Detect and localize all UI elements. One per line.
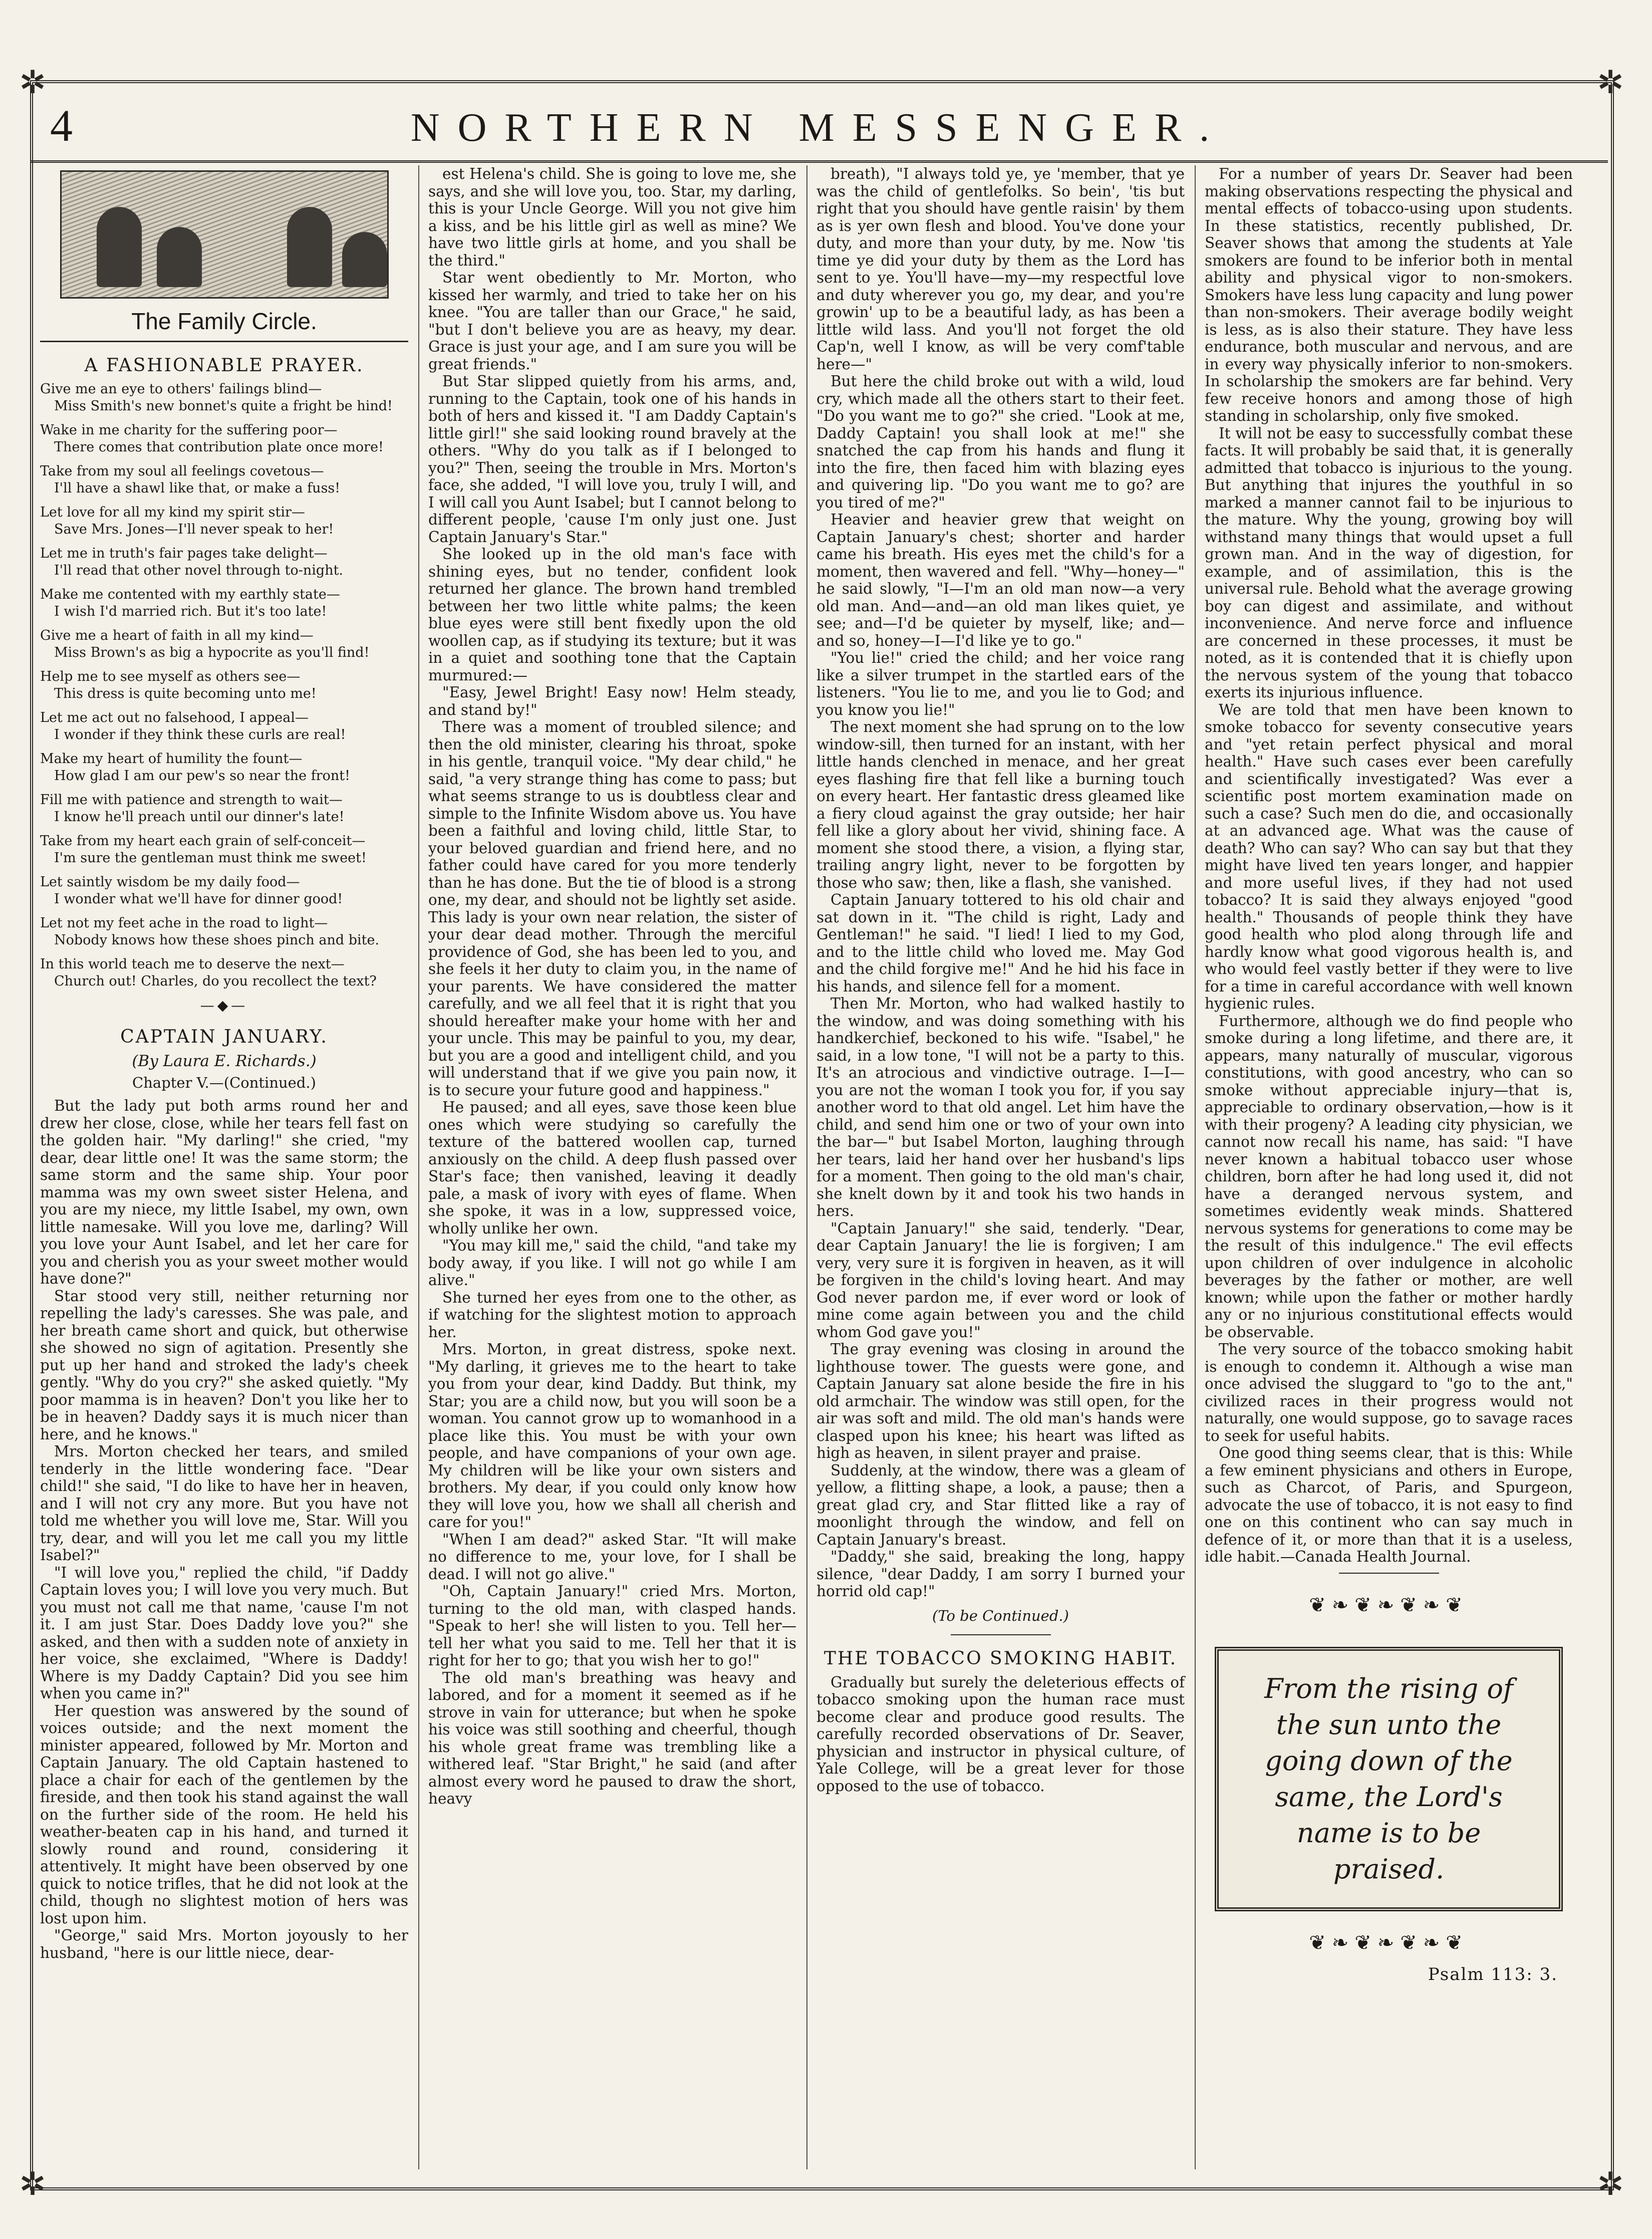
story-text-col1 — [40, 1097, 408, 1961]
poem-line: Make me contented with my earthly state— — [40, 587, 340, 602]
column-divider — [418, 165, 419, 2169]
paragraph: Star stood very still, neither returning nor repelling the lady's caresses. She was pale, and her breath came short and quick, but otherwise she showed no sign of agitation. Presently she put up her hand and stroked the lady's cheek gently. "Why do you cry?" she asked quietly. "My poor mamma is in heaven? Don't you like her to be in heaven? Daddy says it is much nicer than here, and he knows." — [40, 1287, 408, 1443]
poem-line: Make my heart of humility the fount— — [40, 751, 303, 767]
column-divider — [806, 165, 807, 2169]
poem-line: Let me in truth's fair pages take delight— — [40, 546, 328, 561]
paragraph: We are told that men have been known to smoke tobacco for seventy consecutive years and "yet retain perfect physical and moral health." Have such cases ever been carefully and scientifically investigated? Was ever a scientific post mortem examination made on such a case? Such men do die, and occasionally at an advanced age. What was the cause of death? Who can say? Who can say but that they might have lived ten years longer, and happier and more useful lives, if they had not used tobacco? It is said they always enjoyed "good health." Thousands of people think they have good health who plod along through life and hardly know what good vigorous health is, and who would feel vastly better if they were to live for a time in careful accordance with well known hygienic rules. — [1205, 701, 1573, 1012]
story-text-col3 — [816, 165, 1185, 1600]
divider-rule — [951, 1634, 1051, 1635]
corner-ornament-top-left: ✲ — [19, 64, 46, 101]
paragraph: Then Mr. Morton, who had walked hastily to the window, and was doing something with his handkerchief, beckoned to his wife. "Isabel," he said, in a low tone, "I will not be a party to this. It's an atrocious and vindictive outrage. I—I—you are not the woman I took you for, if you say another word to that old angel. Let him have the child, and send him one or two of your own into the bar—" but Isabel Morton, laughing through her tears, laid her hand over her husband's lips for a moment. Then going to the old man's chair, she knelt down by it and took his two hands in hers. — [816, 995, 1185, 1219]
poem-stanza — [40, 915, 408, 949]
poem-line: This dress is quite becoming unto me! — [54, 686, 317, 701]
poem-line: Help me to see myself as others see— — [40, 669, 301, 684]
paragraph: "George," said Mrs. Morton joyously to her husband, "here is our little niece, dear- — [40, 1927, 408, 1961]
paragraph: breath), "I always told ye, ye 'member, that ye was the child of gentlefolks. So bein', 'tis but right that you should have gentle raisin' by them as is yer own flesh and blood. You've done your duty, and more than your duty, by me. Now 'tis time ye did your duty by them as the Lord has sent to ye. You'll have—my—my respectful love and duty wherever you go, my dear, and you're growin' up to be a beautiful lady, as has been a little wild lass. And you'll not forget the old Cap'n, well I know, as will be very comf'table here—" — [816, 165, 1185, 373]
paragraph: "You lie!" cried the child; and her voice rang like a silver trumpet in the startled ears of the listeners. "You lie to me, and you lie to God; and you know you lie!" — [816, 649, 1185, 718]
poem-line: Take from my soul all feelings covetous— — [40, 463, 324, 479]
scripture-verse-box — [1215, 1647, 1563, 1911]
poem-stanza — [40, 381, 408, 415]
page-number: 4 — [50, 101, 73, 151]
poem-line: I'll read that other novel through to-night. — [54, 563, 344, 578]
poem-line: Let not my feet ache in the road to light— — [40, 915, 328, 931]
paragraph: She looked up in the old man's face with shining eyes, but no tender, confident look returned her glance. The brown hand trembled between her two little white palms; the keen blue eyes were still bent fixedly upon the old woollen cap, as if studying its texture; but it was in a quiet and soothing tone that the Captain murmured:— — [428, 546, 796, 684]
ornament-border: ❦❧❦❧❦❧❦ — [1309, 1593, 1469, 1617]
poem-stanza — [40, 956, 408, 990]
divider-ornament: —◆— — [200, 997, 248, 1014]
paragraph: est Helena's child. She is going to love me, she says, and she will love you, too. Star, my darling, this is your Uncle George. Will you not give him a kiss, and be his little girl as well as mine? We have two little girls at home, and you shall be the third." — [428, 165, 796, 269]
poem-stanza — [40, 833, 408, 867]
poem-line: I wonder what we'll have for dinner good! — [54, 891, 343, 907]
poem-line: There comes that contribution plate once more! — [54, 439, 384, 455]
poem-stanza — [40, 751, 408, 785]
paragraph: Heavier and heavier grew that weight on Captain January's chest; shorter and harder came his breath. His eyes met the child's for a moment, then wavered and fell. "Why—honey—" he said slowly, "I—I'm an old man now—a very old man. And—and—an old man likes quiet, ye see; and—I'd be quieter by myself, like; and—and so, honey—I—I'd like ye to go." — [816, 511, 1185, 649]
paragraph: But the lady put both arms round her and drew her close, close, while her tears fell fast on the golden hair. "My darling!" she cried, "my dear, dear little one! It was the same storm; the same storm and the same ship. Your poor mamma was my own sweet sister Helena, and you are my niece, my little Isabel, my own, own little namesake. Will you love me, darling? Will you love your Aunt Isabel, and let her care for you and cherish you as your sweet mother would have done?" — [40, 1097, 408, 1287]
paragraph: "You may kill me," said the child, "and take my body away, if you like. I will not go while I am alive." — [428, 1237, 796, 1289]
story-byline: (By Laura E. Richards.) — [132, 1052, 317, 1070]
paragraph: She turned her eyes from one to the other, as if watching for the slightest motion to approach her. — [428, 1289, 796, 1341]
masthead-rule — [30, 160, 1608, 163]
poem-line: I'm sure the gentleman must think me sweet! — [54, 850, 367, 866]
poem-line: Miss Brown's as big a hypocrite as you'll find! — [54, 645, 370, 660]
paragraph: "Captain January!" she said, tenderly. "Dear, dear Captain January! the lie is forgiven; I am very, very sure it is forgiven in heaven, as it will be forgiven in the child's loving heart. And may God never pardon me, if ever word or look of mine come again between you and the child whom God gave you!" — [816, 1219, 1185, 1341]
paragraph: "I will love you," replied the child, "if Daddy Captain loves you; I will love you very much. But you must not call me that name, 'cause I'm not it. I am just Star. Does Daddy love you?" she asked, and then with a sudden note of anxiety in her voice, she exclaimed, "Where is Daddy! Where is my Daddy Captain? Did you see him when you came in?" — [40, 1564, 408, 1702]
poem-body — [40, 381, 408, 990]
column-3 — [816, 165, 1185, 1795]
poem-stanza — [40, 668, 408, 702]
tobacco-article-title: THE TOBACCO SMOKING HABIT. — [823, 1648, 1178, 1669]
poem-stanza — [40, 586, 408, 620]
poem-line: Save Mrs. Jones—I'll never speak to her! — [54, 522, 334, 537]
poem-line: I'll have a shawl like that, or make a fuss! — [54, 480, 341, 496]
story-text-col2 — [428, 165, 796, 1808]
column-1 — [40, 165, 408, 1961]
poem-line: Take from my heart each grain of self-conceit— — [40, 833, 366, 849]
paragraph: Furthermore, although we do find people who smoke during a long lifetime, and there are, it appears, many naturally of muscular, vigorous constitutions, with good ancestry, who can so smoke without appreciable injury—that is, appreciable to ordinary observation,—how is it with their progeny? A leading city physician, we cannot now recall his name, has said: "I have never known a habitual tobacco user whose children, born after he had long used it, did not have a deranged nervous system, and sometimes evidently weak minds. Shattered nervous systems for generations to come may be the result of this indulgence." The evil effects upon children of over indulgence in alcoholic beverages by the father or mother, are well known; while upon the father or mother hardly any or no injurious constitutional effects would be observable. — [1205, 1012, 1573, 1341]
paragraph: "Easy, Jewel Bright! Easy now! Helm steady, and stand by!" — [428, 684, 796, 718]
corner-ornament-bottom-left: ✲ — [19, 2166, 46, 2203]
poem-line: Miss Smith's new bonnet's quite a fright be hind! — [54, 398, 393, 414]
poem-title: A FASHIONABLE PRAYER. — [84, 355, 364, 376]
family-circle-illustration — [60, 170, 389, 299]
poem-line: Church out! Charles, do you recollect the text? — [54, 973, 377, 989]
poem-line: Give me a heart of faith in all my kind— — [40, 628, 314, 643]
story-title: CAPTAIN JANUARY. — [120, 1027, 328, 1047]
poem-line: Give me an eye to others' failings blind— — [40, 381, 322, 397]
paragraph: But Star slipped quietly from his arms, and, running to the Captain, took one of his hands in both of hers and kissed it. "I am Daddy Captain's little girl!" she said looking round bravely at the others. "Why do you talk as if I belonged to you?" Then, seeing the trouble in Mrs. Morton's face, she added, "I will love you, truly I will, and I will call you Aunt Isabel; but I cannot belong to different people, 'cause I'm only just one. Just Captain January's Star." — [428, 373, 796, 546]
scripture-reference: Psalm 113: 3. — [1428, 1964, 1558, 1984]
poem-line: I know he'll preach until our dinner's late! — [54, 809, 345, 825]
paragraph: Captain January tottered to his old chair and sat down in it. "The child is right, Lady and Gentleman!" he said. "I lied! I lied to my God, and to the little child who loved me. May God and the child forgive me!" And he hid his face in his hands, and silence fell for a moment. — [816, 891, 1185, 995]
scripture-verse-text: From the rising of the sun unto the going down of the same, the Lord's name is to be praised. — [1264, 1672, 1513, 1885]
masthead — [30, 95, 1608, 150]
divider-rule — [1339, 1573, 1439, 1574]
paragraph: Gradually but surely the deleterious effects of tobacco smoking upon the human race must become clear and produce good results. The carefully recorded observations of Dr. Seaver, physician and instructor in physical culture, of Yale College, will be a great lever for those opposed to the use of tobacco. — [816, 1673, 1185, 1795]
poem-stanza — [40, 874, 408, 908]
paragraph: It will not be easy to successfully combat these facts. It will probably be said that, it is generally admitted that tobacco is injurious to the young. But anything that injures the youthful in so marked a manner cannot fail to be injurious to the mature. Why the young, growing boy will withstand many things that would upset a full grown man. And in the way of digestion, for example, and of assimilation, this is the universal rule. Behold what the average growing boy can digest and assimilate, and without inconvenience. And nerve force and influence are concerned in these processes, it must be noted, as it is contended that it is chiefly upon the nervous system of the young that tobacco exerts its injurious influence. — [1205, 424, 1573, 701]
poem-stanza — [40, 627, 408, 661]
paragraph: Suddenly, at the window, there was a gleam of yellow, a flitting shape, a look, a pause; then a great glad cry, and Star flitted like a ray of moonlight through the window, and fell on Captain January's breast. — [816, 1461, 1185, 1548]
to-be-continued: (To be Continued.) — [932, 1607, 1069, 1624]
poem-line: Let me act out no falsehood, I appeal— — [40, 710, 309, 725]
paragraph: For a number of years Dr. Seaver had been making observations respecting the physical and mental effects of tobacco-using upon students. In these statistics, recently published, Dr. Seaver shows that among the students at Yale smokers are found to be inferior both in mental ability and physical vigor to non-smokers. Smokers have less lung capacity and lung power than non-smokers. Their average bodily weight is less, as is also their stature. They have less endurance, both muscular and nervous, and are in every way physically inferior to non-smokers. In scholarship the smokers are far behind. Very few receive honors and among those of high standing in scholarship, only five smoked. — [1205, 165, 1573, 424]
poem-line: I wonder if they think these curls are real! — [54, 727, 346, 742]
poem-line: In this world teach me to deserve the next— — [40, 956, 345, 972]
poem-line: Nobody knows how these shoes pinch and bite. — [54, 932, 380, 948]
column-divider — [1195, 165, 1196, 2169]
poem-stanza — [40, 504, 408, 538]
paragraph: Mrs. Morton checked her tears, and smiled tenderly in the little wondering face. "Dear child!" she said, "I do like to have her in heaven, and I will not cry any more. But you have not told me whether you will love me, Star. Will you try, dear, and will you let me call you my little Isabel?" — [40, 1443, 408, 1564]
poem-line: I wish I'd married rich. But it's too late! — [54, 604, 327, 619]
poem-line: Let love for all my kind my spirit stir— — [40, 505, 305, 520]
ornament-border: ❦❧❦❧❦❧❦ — [1309, 1931, 1469, 1954]
tobacco-text-col3 — [816, 1674, 1185, 1795]
poem-line: How glad I am our pew's so near the front! — [54, 768, 350, 784]
paragraph: One good thing seems clear, that is this: While a few eminent physicians and others in Europe, such as Charcot, of Paris, and Spurgeon, advocate the use of tobacco, it is not easy to find one on this continent who can say much in defence of it, or more than that it is a useless, idle habit.—Canada Health Journal. — [1205, 1444, 1573, 1565]
corner-ornament-top-right: ✲ — [1597, 64, 1624, 101]
paragraph: There was a moment of troubled silence; and then the old minister, clearing his throat, spoke in his gentle, tranquil voice. "My dear child," he said, "a very strange thing has come to pass; but what seems strange to us is doubtless clear and simple to the Infinite Wisdom above us. You have been a faithful and loving child, little Star, to your beloved guardian and friend here, and no father could have cared for you more tenderly than he has done. But the tie of blood is a strong one, my dear, and should not be lightly set aside. This lady is your own near relation, the sister of your dear dead mother. Through the merciful providence of God, she has been led to you, and she feels it her duty to claim you, in the name of your parents. We have considered the matter carefully, and we all feel that it is right that you should hereafter make your home with her and your uncle. This may be painful to you, my dear, but you are a good and intelligent child, and you will understand that if we give you pain now, it is to secure your future good and happiness." — [428, 718, 796, 1099]
paragraph: "Oh, Captain January!" cried Mrs. Morton, turning to the old man, with clasped hands. "Speak to her! she will listen to you. Tell her—tell her what you said to me. Tell her that it is right for her to go; that you wish her to go!" — [428, 1583, 796, 1669]
poem-line: Fill me with patience and strength to wait— — [40, 792, 343, 808]
paragraph: But here the child broke out with a wild, loud cry, which made all the others start to their feet. "Do you want me to go?" she cried. "Look at me, Daddy Captain! you shall look at me!" she snatched the cap from his hands and flung it into the fire, then faced him with blazing eyes and quivering lip. "Do you want me to go? are you tired of me?" — [816, 373, 1185, 511]
paragraph: Star went obediently to Mr. Morton, who kissed her warmly, and tried to take her on his knee. "You are taller than our Grace," he said, "but I don't believe you are as heavy, my dear. Grace is just your age, and I am sure you will be great friends." — [428, 269, 796, 373]
poem-line: Let saintly wisdom be my daily food— — [40, 874, 300, 890]
story-chapter: Chapter V.—(Continued.) — [132, 1074, 316, 1091]
paragraph: He paused; and all eyes, save those keen blue ones which were studying so carefully the texture of the battered woollen cap, turned anxiously on the child. A deep flush passed over Star's face; then vanished, leaving it deadly pale, a mask of ivory with eyes of flame. When she spoke, it was in a low, suppressed voice, wholly unlike her own. — [428, 1099, 796, 1237]
paragraph: Her question was answered by the sound of voices outside; and the next moment the minister appeared, followed by Mr. Morton and Captain January. The old Captain hastened to place a chair for each of the gentlemen by the fireside, and then took his stand against the wall on the further side of the room. He held his weather-beaten cap in his hand, and turned it slowly round and round, considering it attentively. It might have been observed by one quick to notice trifles, that he did not look at the child, though no slightest motion of hers was lost upon him. — [40, 1702, 408, 1927]
poem-stanza — [40, 463, 408, 497]
poem-stanza — [40, 792, 408, 826]
paragraph: The next moment she had sprung on to the low window-sill, then turned for an instant, with her little hands clenched in menace, and her great eyes flashing fire that fell like a burning touch on every heart. Her fantastic dress gleamed like a fiery cloud against the gray outside; her hair fell like a glory about her vivid, shining face. A moment she stood there, a vision, a flying star, trailing angry light, never to be forgotten by those who saw; then, like a flash, she vanished. — [816, 718, 1185, 891]
paragraph: The very source of the tobacco smoking habit is enough to condemn it. Although a wise man once advised the sluggard to "go to the ant," civilized races in their progress would not naturally, one would suppose, go to savage races to seek for useful habits. — [1205, 1341, 1573, 1444]
corner-ornament-bottom-right: ✲ — [1597, 2166, 1624, 2203]
paragraph: The old man's breathing was heavy and labored, and for a moment it seemed as if he strove in vain for utterance; but when he spoke his voice was still soothing and cheerful, though his whole great frame was trembling like a withered leaf. "Star Bright," he said (and after almost every word he paused to draw the short, heavy — [428, 1669, 796, 1807]
column-4 — [1205, 165, 1573, 1984]
section-heading: The Family Circle. — [40, 308, 408, 342]
poem-stanza — [40, 709, 408, 743]
paper-title: NORTHERN MESSENGER. — [410, 106, 1228, 150]
paragraph: "When I am dead?" asked Star. "It will make no difference to me, your love, for I shall be dead. I will not go alive." — [428, 1531, 796, 1583]
paragraph: The gray evening was closing in around the lighthouse tower. The guests were gone, and Captain January sat alone beside the fire in his old armchair. The window was still open, for the air was soft and mild. The old man's hands were clasped upon his knee; his heart was lifted as high as heaven, in silent prayer and praise. — [816, 1341, 1185, 1461]
poem-line: Wake in me charity for the suffering poor— — [40, 422, 338, 438]
poem-stanza — [40, 545, 408, 579]
tobacco-text-col4 — [1205, 165, 1573, 1566]
paragraph: Mrs. Morton, in great distress, spoke next. "My darling, it grieves me to the heart to take you from your dear, kind Daddy. But think, my Star; you are a child now, but you will soon be a woman. You cannot grow up to womanhood in a place like this. You must be with your own people, and have companions of your own age. My children will be like your own sisters and brothers. My dear, if you could only know how they will love you, how we shall all cherish and care for you!" — [428, 1341, 796, 1531]
poem-stanza — [40, 422, 408, 456]
paragraph: "Daddy," she said, breaking the long, happy silence, "dear Daddy, I am sorry I burned your horrid old cap!" — [816, 1548, 1185, 1600]
column-2 — [428, 165, 796, 1808]
